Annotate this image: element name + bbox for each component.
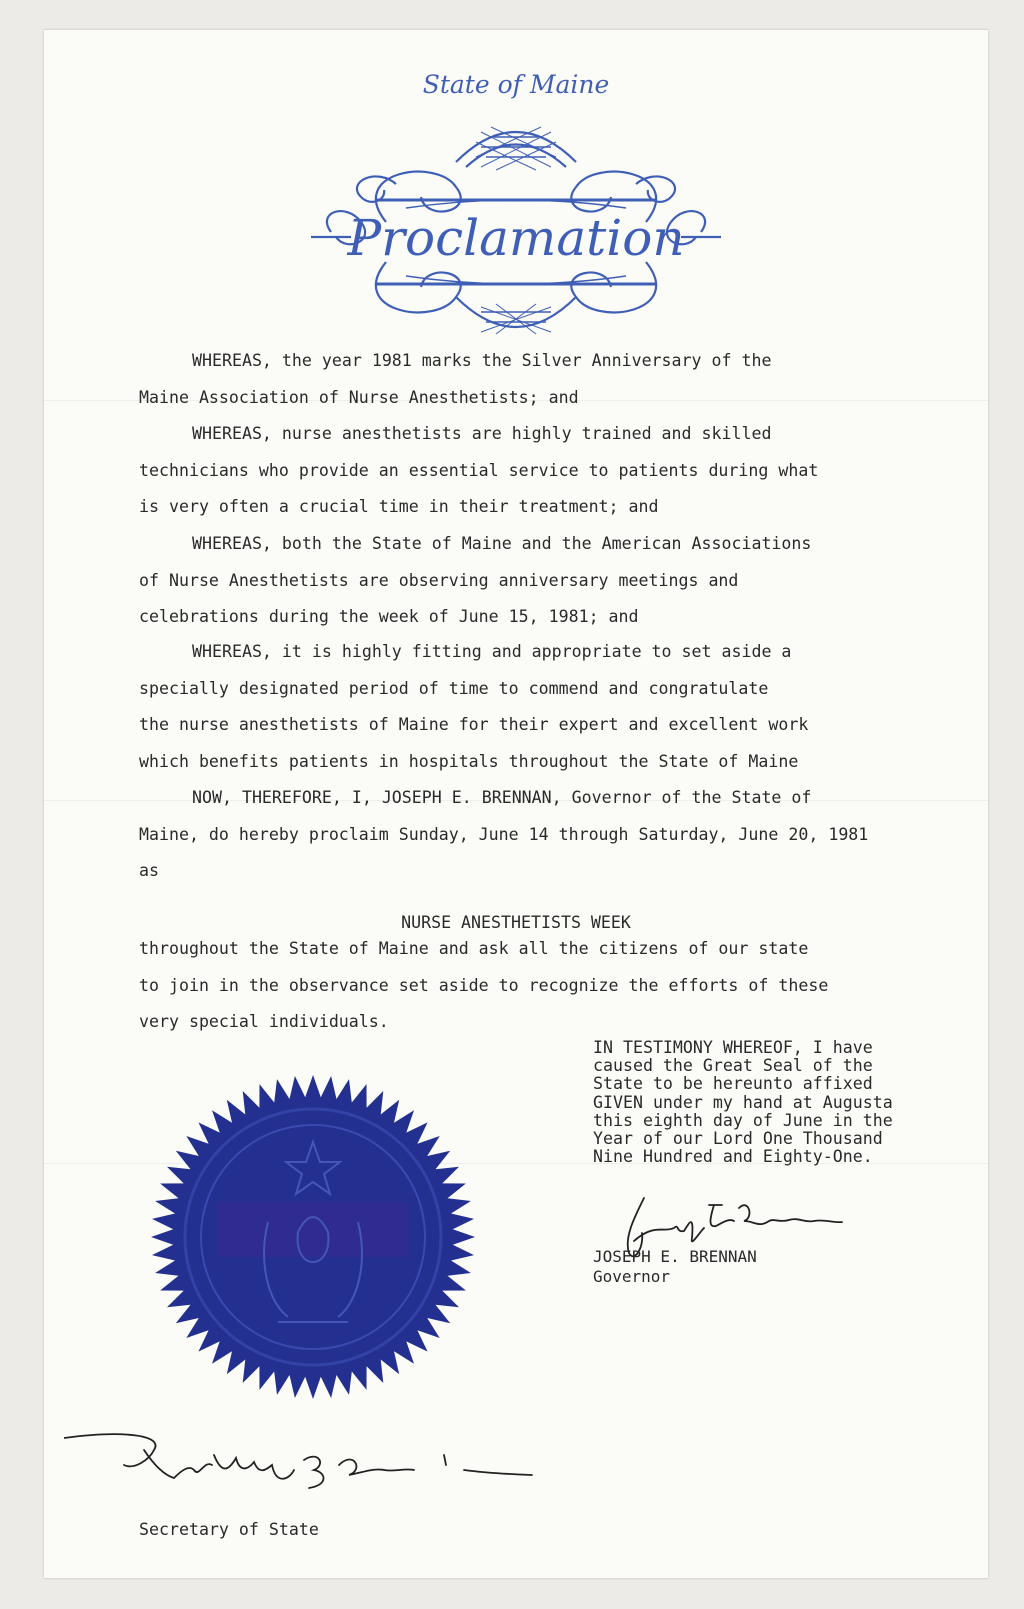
testimony-block: IN TESTIMONY WHEREOF, I have caused the Great Seal of the State to be hereunto affixed GIVEN under my hand at Augusta this eighth day of June in the Year of our Lord One Thousand Nine Hundred and Eighty-One. (593, 1038, 893, 1167)
governor-name: JOSEPH E. BRENNAN (593, 1247, 757, 1266)
week-title: NURSE ANESTHETISTS WEEK (401, 913, 631, 932)
governor-title: Governor (593, 1267, 671, 1286)
secretary-signature (64, 1430, 534, 1510)
whereas-paragraph-2: WHEREAS, nurse anesthetists are highly trained and skilled technicians who provide an essential service to patients during what is very often a crucial time in their treatment; and (139, 424, 819, 516)
whereas-paragraph-4: WHEREAS, it is highly fitting and appropriate to set aside a specially designated period of time to commend and congratulate the nurse anesthetists of Maine for their expert and excellent work which benefits patients in hospitals throughout the State of Maine (139, 642, 809, 771)
proclaim-paragraph: NOW, THEREFORE, I, JOSEPH E. BRENNAN, Governor of the State of Maine, do hereby proclaim Sunday, June 14 through Saturday, June 20, 1981 as (139, 788, 869, 880)
great-seal (148, 1072, 478, 1402)
proclamation-ornament (306, 112, 726, 342)
secretary-title: Secretary of State (139, 1520, 319, 1539)
state-title: State of Maine (422, 70, 610, 99)
closing-paragraph: throughout the State of Maine and ask all the citizens of our state to join in the observance set aside to recognize the efforts of these very special individuals. (139, 939, 829, 1031)
proclamation-document (44, 30, 988, 1578)
whereas-paragraph-1: WHEREAS, the year 1981 marks the Silver Anniversary of the Maine Association of Nurse Anesthetists; and (139, 351, 772, 407)
whereas-paragraph-3: WHEREAS, both the State of Maine and the American Associations of Nurse Anesthetists are observing anniversary meetings and celebrations during the week of June 15, 1981; and (139, 534, 812, 626)
proclamation-title: Proclamation (347, 209, 685, 267)
